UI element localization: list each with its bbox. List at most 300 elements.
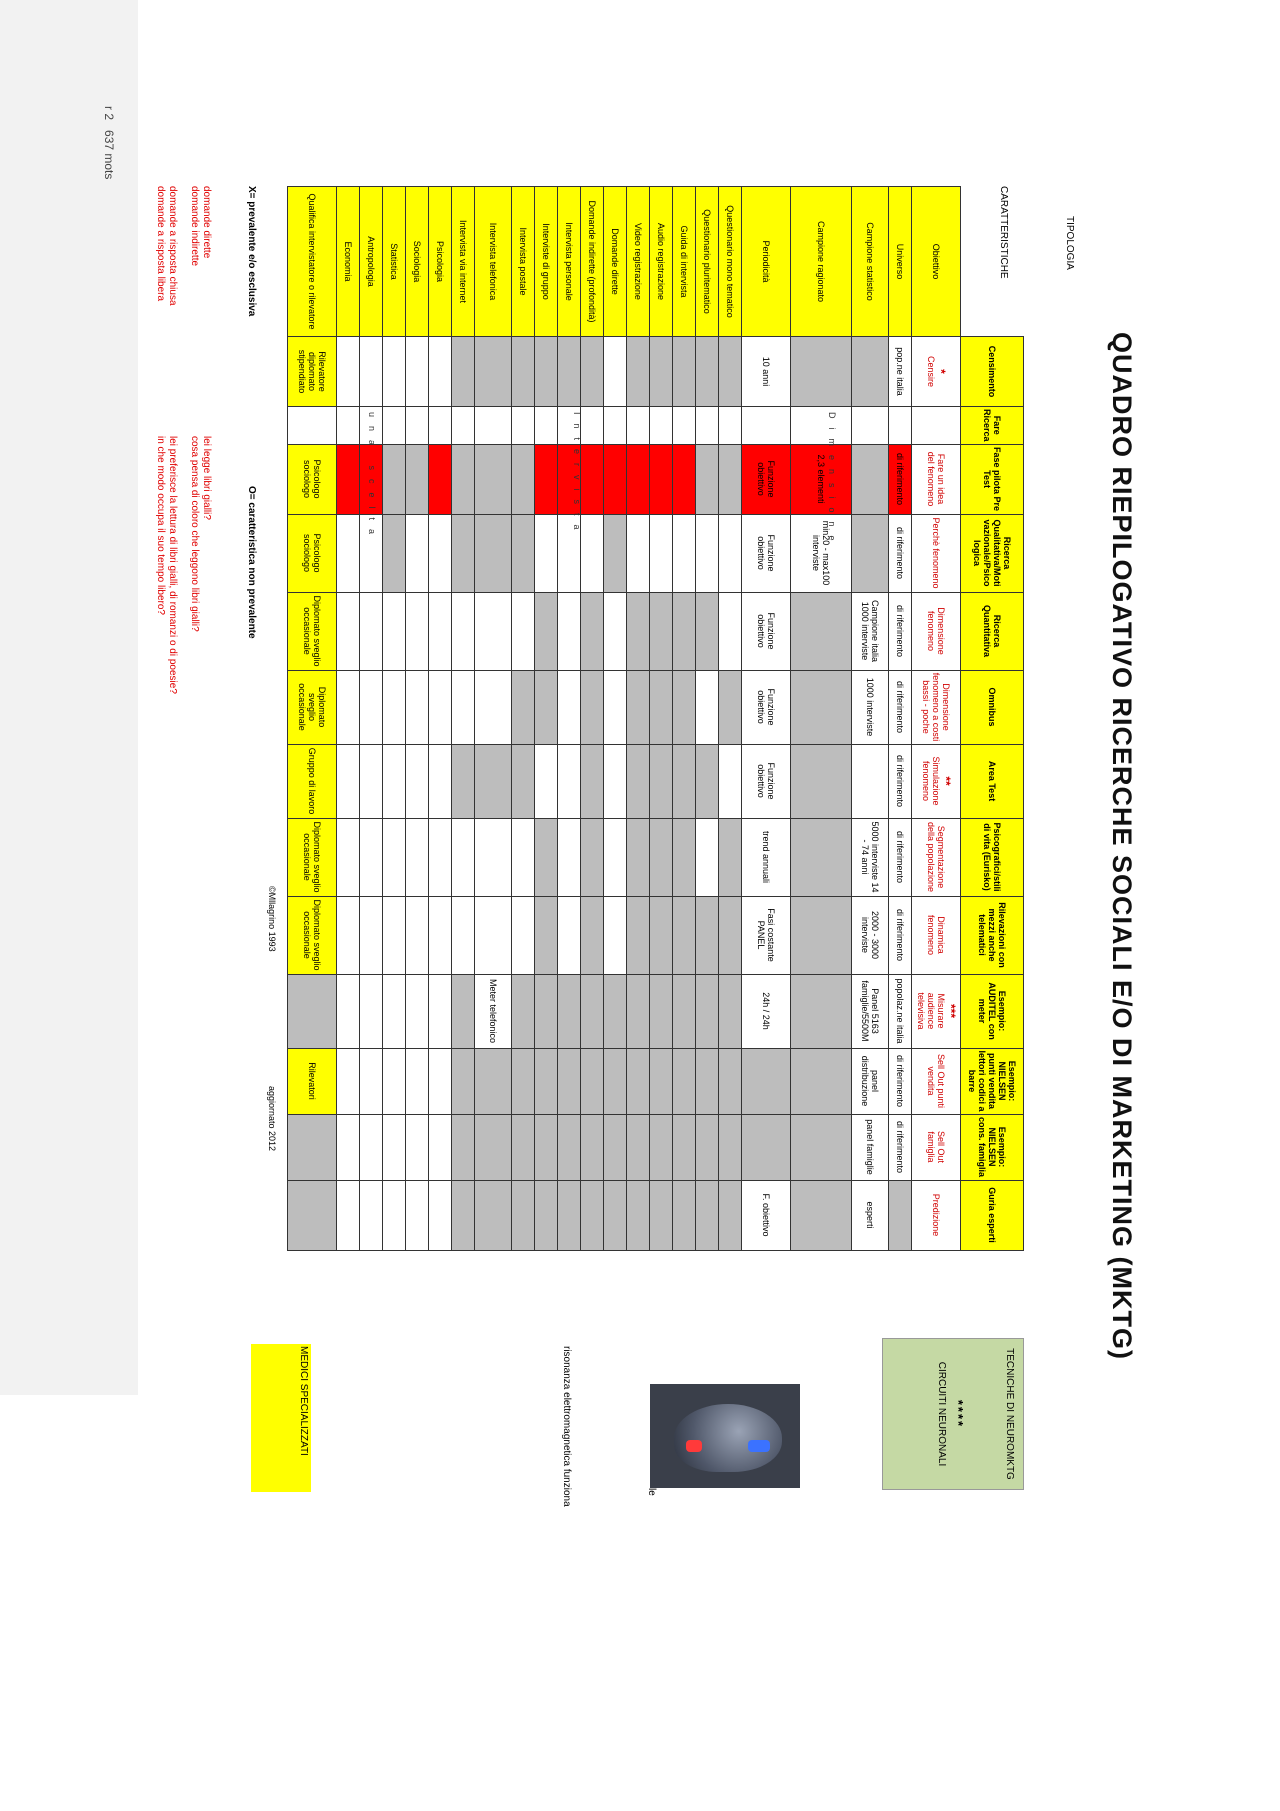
col-head: Fare Ricerca <box>961 407 1024 445</box>
row-label: Domande dirette <box>604 187 627 337</box>
row-label: Questionario mono tematico <box>719 187 742 337</box>
table-cell: Rilevatore diplomato stipendiato <box>288 337 337 407</box>
row-label: Statistica <box>383 187 406 337</box>
table-cell <box>429 896 452 974</box>
table-cell <box>558 1114 581 1180</box>
table-cell <box>288 974 337 1048</box>
table-cell <box>673 1180 696 1250</box>
table-cell <box>406 1048 429 1114</box>
table-cell <box>673 514 696 592</box>
table-cell <box>475 407 512 445</box>
table-cell <box>889 407 912 445</box>
table-cell <box>337 896 360 974</box>
table-row <box>791 187 852 1251</box>
table-cell <box>337 1048 360 1114</box>
table-cell <box>452 1180 475 1250</box>
table-cell <box>406 818 429 896</box>
table-cell <box>696 337 719 407</box>
table-cell: Funzione obiettivo <box>742 670 791 744</box>
table-cell: di riferimento <box>889 514 912 592</box>
table-cell <box>406 896 429 974</box>
table-cell <box>512 444 535 514</box>
table-cell <box>742 407 791 445</box>
row-label: Sociologia <box>406 187 429 337</box>
table-cell <box>604 670 627 744</box>
table-cell <box>650 1048 673 1114</box>
table-cell <box>558 744 581 818</box>
table-row <box>696 187 719 1251</box>
table-cell <box>627 407 650 445</box>
table-cell: Diplomato sveglio occasionale <box>288 818 337 896</box>
table-cell <box>337 974 360 1048</box>
table-cell: Funzione obiettivo <box>742 444 791 514</box>
table-cell <box>673 670 696 744</box>
table-cell <box>337 670 360 744</box>
table-cell <box>452 1048 475 1114</box>
table-cell <box>650 974 673 1048</box>
table-cell <box>581 1114 604 1180</box>
table-cell <box>558 1180 581 1250</box>
table-cell <box>452 1114 475 1180</box>
table-cell <box>650 407 673 445</box>
table-cell <box>719 514 742 592</box>
table-cell: ** Simulazione fenomeno <box>912 744 961 818</box>
table-cell <box>673 444 696 514</box>
table-cell <box>429 974 452 1048</box>
table-cell <box>512 896 535 974</box>
neuromarketing-box: TECNICHE DI NEUROMKTG **** CIRCUITI NEURONALI <box>882 1338 1024 1490</box>
table-cell <box>604 896 627 974</box>
table-cell <box>791 818 852 896</box>
table-cell: 24h / 24h <box>742 974 791 1048</box>
table-cell <box>719 896 742 974</box>
table-row <box>889 187 912 1251</box>
table-cell <box>337 1180 360 1250</box>
table-cell <box>627 337 650 407</box>
table-cell <box>791 407 852 445</box>
row-label: Intervista postale <box>512 187 535 337</box>
table-cell <box>337 1114 360 1180</box>
table-cell <box>791 1048 852 1114</box>
table-cell: Rilevatori <box>288 1048 337 1114</box>
table-cell <box>719 592 742 670</box>
table-cell <box>581 1048 604 1114</box>
table-cell <box>337 337 360 407</box>
table-cell <box>581 744 604 818</box>
table-cell <box>452 514 475 592</box>
table-cell <box>696 514 719 592</box>
table-row <box>852 187 889 1251</box>
table-cell: *** Misurare audience televisiva <box>912 974 961 1048</box>
table-row <box>627 187 650 1251</box>
table-cell <box>288 1180 337 1250</box>
table-cell <box>475 1180 512 1250</box>
table-cell <box>383 1048 406 1114</box>
table-cell <box>535 818 558 896</box>
table-cell <box>581 818 604 896</box>
table-cell: trend annuali <box>742 818 791 896</box>
table-cell <box>627 974 650 1048</box>
table-cell <box>852 337 889 407</box>
row-label: Periodicità <box>742 187 791 337</box>
table-cell <box>581 896 604 974</box>
table-cell <box>719 1180 742 1250</box>
table-cell <box>673 337 696 407</box>
table-cell <box>673 896 696 974</box>
table-cell: di riferimento <box>889 670 912 744</box>
table-cell <box>429 514 452 592</box>
table-cell: Dimensione fenomeno <box>912 592 961 670</box>
table-cell <box>650 744 673 818</box>
table-cell <box>627 670 650 744</box>
table-cell <box>791 1180 852 1250</box>
table-cell <box>627 1114 650 1180</box>
table-cell <box>452 592 475 670</box>
table-cell <box>429 407 452 445</box>
row-label: Guida di intervista <box>673 187 696 337</box>
table-cell <box>696 744 719 818</box>
table-cell <box>360 818 383 896</box>
table-cell <box>673 974 696 1048</box>
table-cell <box>429 744 452 818</box>
table-cell: panel distribuzione <box>852 1048 889 1114</box>
table-cell <box>535 744 558 818</box>
row-label: Economia <box>337 187 360 337</box>
table-cell <box>337 407 360 445</box>
row-label: Campione statistico <box>852 187 889 337</box>
table-cell <box>791 896 852 974</box>
table-cell <box>475 337 512 407</box>
col-head: Omnibus <box>961 670 1024 744</box>
table-cell: Panel 5163 famiglie/5500M <box>852 974 889 1048</box>
table-cell <box>719 744 742 818</box>
table-cell <box>791 592 852 670</box>
table-cell <box>406 337 429 407</box>
table-cell: Segmentazione della popolazione <box>912 818 961 896</box>
col-head: Ricerca Qualitativa/Moti vazionale/Psico logica <box>961 514 1024 592</box>
table-cell <box>337 444 360 514</box>
table-cell: 1000 interviste <box>852 670 889 744</box>
legend-x: X= prevalente e/o esclusiva <box>246 186 257 317</box>
table-cell <box>696 818 719 896</box>
table-cell <box>535 1048 558 1114</box>
table-cell <box>383 1180 406 1250</box>
table-cell <box>696 444 719 514</box>
dashed-label-dimensione: Dimensione <box>827 412 837 550</box>
table-cell <box>512 974 535 1048</box>
table-cell <box>288 1114 337 1180</box>
table-cell <box>429 818 452 896</box>
table-cell <box>696 1114 719 1180</box>
table-cell <box>581 407 604 445</box>
table-cell <box>406 670 429 744</box>
table-cell <box>558 670 581 744</box>
col-head: Ricerca Quantitativa <box>961 592 1024 670</box>
caratteristiche-label: CARATTERISTICHE <box>998 186 1009 279</box>
table-row <box>581 187 604 1251</box>
table-cell <box>719 1114 742 1180</box>
table-cell <box>535 514 558 592</box>
table-cell: Sell Out punti vendita <box>912 1048 961 1114</box>
row-label: Campione ragionato <box>791 187 852 337</box>
table-cell <box>604 444 627 514</box>
table-cell: Gruppo di lavoro <box>288 744 337 818</box>
table-cell <box>650 337 673 407</box>
table-cell <box>383 744 406 818</box>
table-cell <box>512 670 535 744</box>
table-cell <box>288 407 337 445</box>
table-cell <box>912 407 961 445</box>
table-cell <box>360 1180 383 1250</box>
table-cell <box>852 407 889 445</box>
table-cell <box>650 670 673 744</box>
table-cell <box>512 514 535 592</box>
table-cell <box>696 1180 719 1250</box>
table-cell <box>719 974 742 1048</box>
row-label: Video registrazione <box>627 187 650 337</box>
table-cell <box>337 514 360 592</box>
col-head: Psicografici/stili di vita (Eurisko) <box>961 818 1024 896</box>
table-row <box>429 187 452 1251</box>
table-cell <box>383 444 406 514</box>
table-cell <box>650 1180 673 1250</box>
table-cell: di riferimento <box>889 744 912 818</box>
table-cell <box>581 974 604 1048</box>
table-cell <box>627 1048 650 1114</box>
table-cell <box>512 1180 535 1250</box>
table-cell <box>337 818 360 896</box>
table-cell <box>650 514 673 592</box>
table-cell: di riferimento <box>889 896 912 974</box>
table-cell <box>650 896 673 974</box>
table-cell <box>337 592 360 670</box>
table-cell <box>429 1114 452 1180</box>
table-cell <box>406 1180 429 1250</box>
table-cell <box>581 514 604 592</box>
table-cell <box>452 444 475 514</box>
table-cell <box>604 592 627 670</box>
table-cell <box>581 670 604 744</box>
table-cell: Predizione <box>912 1180 961 1250</box>
table-cell: popolaz.ne italia <box>889 974 912 1048</box>
table-cell <box>696 670 719 744</box>
table-cell <box>512 592 535 670</box>
table-row <box>337 187 360 1251</box>
table-cell <box>360 1114 383 1180</box>
table-cell <box>512 1114 535 1180</box>
table-cell <box>604 818 627 896</box>
table-cell <box>581 592 604 670</box>
table-cell <box>719 444 742 514</box>
table-cell: min20 - max100 interviste <box>791 514 852 592</box>
row-label: Intervista via internet <box>452 187 475 337</box>
table-cell: di riferimento <box>889 592 912 670</box>
table-cell <box>627 592 650 670</box>
table-cell <box>383 337 406 407</box>
table-cell: 2,3 elementi <box>791 444 852 514</box>
table-cell: Meter telefonico <box>475 974 512 1048</box>
table-cell <box>558 1048 581 1114</box>
table-cell <box>512 337 535 407</box>
table-cell <box>383 818 406 896</box>
table-cell: Sell Out famiglia <box>912 1114 961 1180</box>
table-cell <box>535 670 558 744</box>
table-cell <box>429 1048 452 1114</box>
table-cell <box>650 444 673 514</box>
dashed-label-scelta: una scelta <box>367 412 377 544</box>
table-cell <box>452 896 475 974</box>
table-row <box>558 187 581 1251</box>
table-cell <box>852 444 889 514</box>
table-cell <box>452 337 475 407</box>
table-cell <box>406 1114 429 1180</box>
table-cell <box>852 744 889 818</box>
table-cell: esperti <box>852 1180 889 1250</box>
table-row <box>360 187 383 1251</box>
table-row <box>673 187 696 1251</box>
col-head: Esempio: NIELSEN cons. famiglia <box>961 1114 1024 1180</box>
col-head: Esempio: AUDITEL con meter <box>961 974 1024 1048</box>
table-cell: di riferimento <box>889 444 912 514</box>
table-cell <box>719 337 742 407</box>
table-row <box>912 187 961 1251</box>
table-row <box>535 187 558 1251</box>
row-label: Antropologia <box>360 187 383 337</box>
medici-box: MEDICI SPECIALIZZATI <box>251 1344 311 1492</box>
table-cell: Perchè fenomeno <box>912 514 961 592</box>
table-cell: Dinamica fenomeno <box>912 896 961 974</box>
table-cell <box>604 514 627 592</box>
table-cell <box>406 514 429 592</box>
table-cell <box>719 818 742 896</box>
row-label: Domande indirette (profondità) <box>581 187 604 337</box>
table-cell <box>406 974 429 1048</box>
table-cell: 2000 - 3000 interviste <box>852 896 889 974</box>
table-cell <box>673 744 696 818</box>
table-cell <box>475 1048 512 1114</box>
table-cell <box>558 974 581 1048</box>
row-label: Psicologia <box>429 187 452 337</box>
table-cell <box>627 818 650 896</box>
table-cell: di riferimento <box>889 818 912 896</box>
col-head: Guria esperti <box>961 1180 1024 1250</box>
table-cell <box>406 744 429 818</box>
table-cell <box>650 1114 673 1180</box>
table-cell: Diplomato sveglio occasionale <box>288 670 337 744</box>
table-cell <box>604 337 627 407</box>
table-cell <box>475 592 512 670</box>
table-cell <box>512 744 535 818</box>
table-cell <box>452 744 475 818</box>
table-cell <box>627 514 650 592</box>
table-cell <box>429 592 452 670</box>
table-cell <box>429 444 452 514</box>
table-cell <box>452 407 475 445</box>
table-row <box>406 187 429 1251</box>
table-cell <box>475 818 512 896</box>
table-cell <box>696 592 719 670</box>
table-cell <box>852 514 889 592</box>
table-cell <box>406 444 429 514</box>
table-cell <box>627 444 650 514</box>
summary-sheet <box>69 186 1137 1506</box>
table-cell <box>535 337 558 407</box>
table-cell <box>360 592 383 670</box>
table-cell <box>475 514 512 592</box>
table-cell <box>673 407 696 445</box>
table-cell <box>383 1114 406 1180</box>
table-cell <box>719 407 742 445</box>
table-cell <box>383 514 406 592</box>
table-cell: Funzione obiettivo <box>742 592 791 670</box>
table-cell <box>604 1180 627 1250</box>
table-cell <box>558 818 581 896</box>
table-cell <box>719 1048 742 1114</box>
table-cell <box>360 896 383 974</box>
table-cell <box>535 1114 558 1180</box>
row-label: Intervista telefonica <box>475 187 512 337</box>
table-cell <box>604 744 627 818</box>
table-cell <box>360 744 383 818</box>
table-cell <box>673 1048 696 1114</box>
footnote-updated: aggiornato 2012 <box>267 1086 277 1152</box>
table-row <box>650 187 673 1251</box>
table-cell <box>558 337 581 407</box>
table-cell <box>452 818 475 896</box>
table-cell <box>791 974 852 1048</box>
row-label: Questionario pluritematico <box>696 187 719 337</box>
table-cell <box>650 818 673 896</box>
table-cell: Funzione obiettivo <box>742 514 791 592</box>
row-label: Interviste di gruppo <box>535 187 558 337</box>
table-cell <box>535 407 558 445</box>
table-cell <box>604 974 627 1048</box>
col-head: Censimento <box>961 337 1024 407</box>
table-cell <box>475 670 512 744</box>
table-row <box>475 187 512 1251</box>
table-cell <box>742 1048 791 1114</box>
table-cell: Diplomato sveglio occasionale <box>288 592 337 670</box>
table-cell <box>889 1180 912 1250</box>
col-head: Area Test <box>961 744 1024 818</box>
table-cell: Diplomato sveglio occasionale <box>288 896 337 974</box>
table-cell <box>791 744 852 818</box>
table-cell <box>650 592 673 670</box>
table-cell <box>429 670 452 744</box>
table-cell: F. obiettivo <box>742 1180 791 1250</box>
mri-image <box>650 1384 800 1488</box>
table-cell <box>512 818 535 896</box>
table-cell <box>791 670 852 744</box>
table-cell <box>360 1048 383 1114</box>
col-head: Rilevazioni con mezzi anche telematici <box>961 896 1024 974</box>
table-cell <box>581 444 604 514</box>
table-cell <box>383 407 406 445</box>
table-cell <box>429 337 452 407</box>
table-cell <box>535 1180 558 1250</box>
table-cell <box>673 592 696 670</box>
row-label: Audio registrazione <box>650 187 673 337</box>
table-cell: Psicologo sociologo <box>288 444 337 514</box>
table-cell <box>406 407 429 445</box>
table-cell <box>627 744 650 818</box>
notes-left: domande dirette domande indirette domande a risposta chiusa domande a risposta libera <box>155 186 212 306</box>
table-cell <box>535 974 558 1048</box>
table-cell <box>360 337 383 407</box>
table-cell <box>581 337 604 407</box>
dashed-label-intervista: Intervista <box>572 412 582 539</box>
table-cell <box>512 407 535 445</box>
